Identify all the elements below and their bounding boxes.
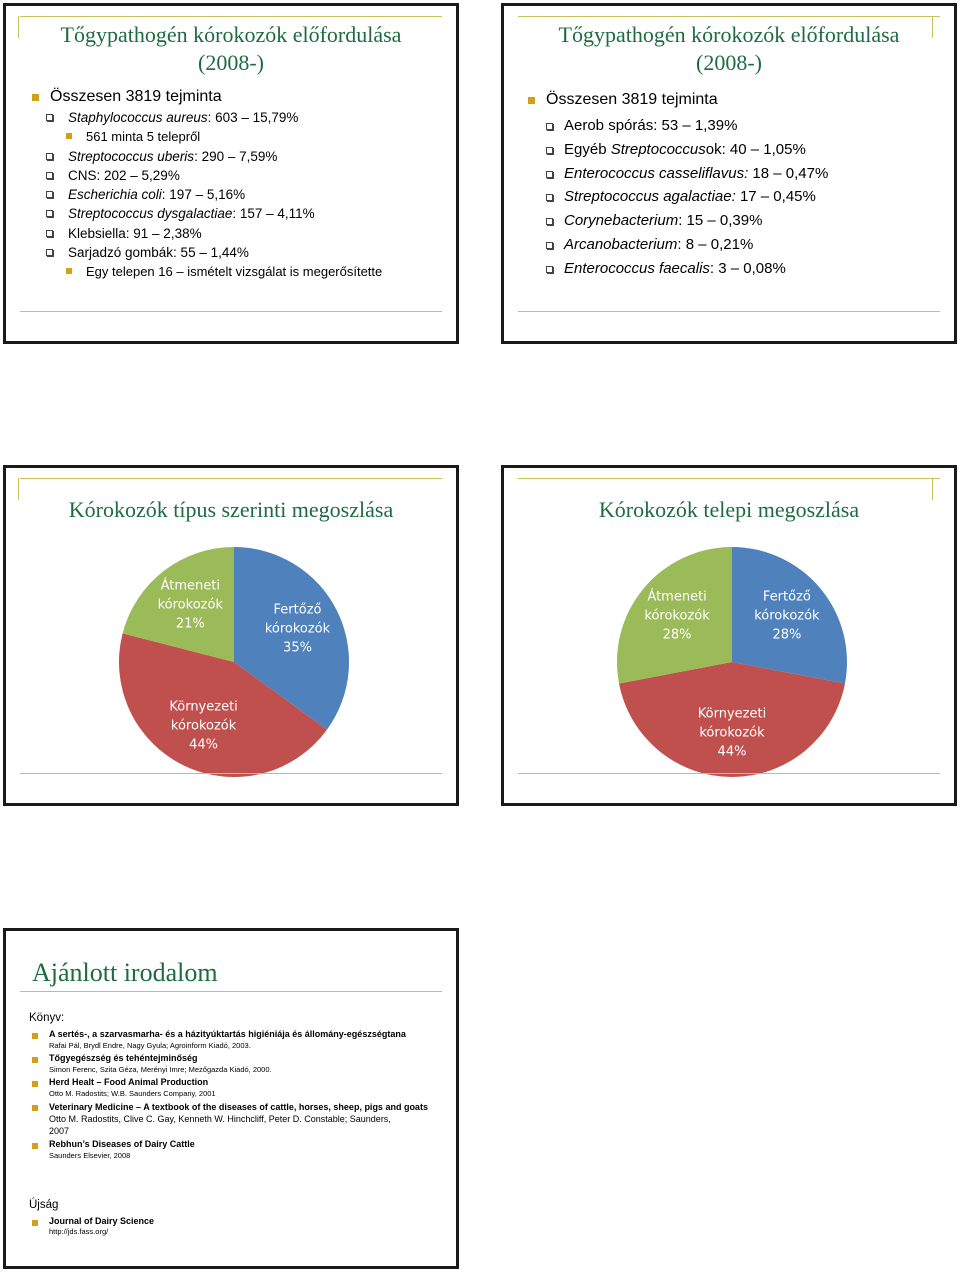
checkbox-bullet-icon	[546, 242, 553, 249]
title-line-2: (2008-)	[198, 50, 264, 75]
item-value: : 8 – 0,21%	[677, 235, 754, 253]
list-item	[46, 262, 382, 281]
list-item	[46, 185, 382, 204]
pie-slice-label: Környezeti kórokozók 44%	[169, 699, 238, 753]
list-item	[546, 257, 828, 281]
slide-title	[6, 21, 456, 77]
journal-heading: Újság	[29, 1199, 59, 1211]
list-item	[46, 224, 382, 243]
checkbox-bullet-icon	[46, 249, 53, 256]
item-text: Egyéb	[564, 140, 611, 158]
list-item	[32, 87, 222, 107]
list-item	[546, 185, 828, 209]
list-item	[46, 166, 382, 185]
item-name: Streptococcus uberis	[68, 148, 195, 164]
item-value: Klebsiella: 91 – 2,38%	[68, 225, 202, 241]
decor-line	[20, 991, 442, 992]
book-authors: Saunders Elsevier, 2008	[49, 1151, 131, 1160]
book-item	[32, 1139, 442, 1161]
pie-slice-label: Átmeneti kórokozók 28%	[644, 589, 710, 643]
item-value: Sarjadzó gombák: 55 – 1,44%	[68, 245, 249, 261]
pie-slice-label: Fertőző kórokozók 28%	[754, 589, 820, 643]
checkbox-bullet-icon	[46, 114, 53, 121]
item-name: Staphylococcus aureus	[68, 110, 208, 125]
item-value: Egy telepen 16 – ismételt vizsgálat is megerősítette	[86, 264, 383, 280]
square-bullet-icon	[528, 97, 535, 104]
checkbox-bullet-icon	[46, 153, 53, 160]
list-item	[528, 90, 718, 110]
title-line-1: Tőgypathogén kórokozók előfordulása	[60, 22, 402, 47]
item-value: ok: 40 – 1,05%	[705, 140, 806, 158]
list-item	[46, 243, 382, 262]
square-bullet-icon	[32, 1220, 38, 1226]
item-value: : 290 – 7,59%	[194, 148, 278, 164]
slide-1	[3, 3, 459, 344]
journal-title: Journal of Dairy Science	[49, 1216, 155, 1226]
book-item	[32, 1077, 442, 1099]
item-value: : 15 – 0,39%	[678, 212, 763, 230]
checkbox-bullet-icon	[46, 210, 53, 217]
book-title: A sertés-, a szarvasmarha- és a házityúktartás higiéniája és állomány-egészségtana	[49, 1029, 406, 1039]
item-value: : 3 – 0,08%	[709, 259, 786, 277]
item-value: CNS: 202 – 5,29%	[68, 167, 180, 183]
pie-slice-label: Fertőző kórokozók 35%	[264, 602, 331, 656]
decor-line	[518, 16, 940, 17]
item-value: : 197 – 5,16%	[161, 187, 246, 203]
list-item	[46, 127, 382, 146]
item-value: : 603 – 15,79%	[207, 110, 299, 125]
list-item	[546, 162, 828, 186]
checkbox-bullet-icon	[546, 171, 553, 178]
decor-line	[518, 773, 940, 774]
decor-line	[20, 16, 442, 17]
square-bullet-icon	[32, 1057, 38, 1063]
list-item	[546, 209, 828, 233]
item-name: Enterococcus casseliflavus:	[564, 164, 749, 182]
pie-chart-type	[6, 468, 456, 803]
list-item	[46, 147, 382, 166]
item-text: Aerob spórás: 53 – 1,39%	[564, 117, 738, 134]
decor-line	[20, 311, 442, 312]
book-title: Herd Healt – Food Animal Production	[49, 1077, 209, 1087]
square-bullet-icon	[32, 1033, 38, 1039]
journal-item	[32, 1216, 154, 1237]
pie-slice-label: Átmeneti kórokozók 21%	[157, 578, 223, 632]
square-bullet-icon	[66, 133, 72, 139]
stats-list	[528, 90, 718, 110]
square-bullet-icon	[32, 1105, 38, 1111]
book-title: Tőgyegészség és tehéntejminőség	[49, 1053, 198, 1063]
square-bullet-icon	[32, 1143, 38, 1149]
book-item	[32, 1053, 442, 1075]
decor-line	[518, 311, 940, 312]
slide-3	[3, 465, 459, 806]
item-value: 17 – 0,45%	[735, 188, 816, 206]
list-item	[46, 108, 382, 127]
book-item	[32, 1029, 442, 1051]
slide-5	[3, 928, 459, 1269]
slide-2	[501, 3, 957, 344]
item-value: : 157 – 4,11%	[232, 206, 315, 222]
item-name: Streptococcus dysgalactiae	[68, 206, 233, 222]
slide-title: Kórokozók telepi megoszlása	[598, 497, 860, 522]
checkbox-bullet-icon	[46, 230, 53, 237]
list-item	[546, 138, 828, 162]
item-name: Streptococcus agalactiae:	[564, 188, 736, 206]
checkbox-bullet-icon	[546, 147, 553, 154]
checkbox-bullet-icon	[546, 123, 553, 130]
book-title: Veterinary Medicine – A textbook of the diseases of cattle, horses, sheep, pigs and goats	[49, 1102, 428, 1112]
book-authors: Otto M. Radostits, Clive C. Gay, Kenneth W. Hinchcliff, Peter D. Constable; Saunders, 2007	[49, 1114, 391, 1136]
list-item	[546, 233, 828, 257]
checkbox-bullet-icon	[546, 266, 553, 273]
checkbox-bullet-icon	[546, 194, 553, 201]
book-authors: Otto M. Radostits; W.B. Saunders Company, 2001	[49, 1089, 216, 1098]
title-line-1: Tőgypathogén kórokozók előfordulása	[558, 22, 900, 47]
slide-title	[504, 21, 954, 77]
square-bullet-icon	[66, 268, 72, 274]
main-item-text: Összesen 3819 tejminta	[546, 91, 718, 108]
book-title: Rebhun’s Diseases of Dairy Cattle	[49, 1139, 195, 1149]
item-value: 561 minta 5 telepről	[86, 129, 201, 145]
item-name: Arcanobacterium	[564, 235, 678, 253]
decor-line	[20, 773, 442, 774]
slide-title: Kórokozók típus szerinti megoszlása	[68, 497, 394, 522]
book-authors: Simon Ferenc, Szita Géza, Merényi Imre; Mezőgazda Kiadó, 2000.	[49, 1065, 272, 1074]
stats-sublist	[546, 114, 828, 281]
checkbox-bullet-icon	[46, 172, 53, 179]
checkbox-bullet-icon	[546, 218, 553, 225]
list-item	[46, 204, 382, 223]
journal-list	[32, 1216, 154, 1237]
item-name: Streptococcus	[610, 140, 706, 158]
list-item	[546, 114, 828, 138]
book-list	[32, 1029, 442, 1161]
book-heading: Könyv:	[29, 1012, 65, 1024]
checkbox-bullet-icon	[46, 191, 53, 198]
book-authors: Rafai Pál, Brydl Endre, Nagy Gyula; Agroinform Kiadó, 2003.	[49, 1041, 251, 1050]
stats-sublist	[46, 108, 382, 282]
item-value: 18 – 0,47%	[748, 164, 829, 182]
slide-title: Ajánlott irodalom	[32, 958, 218, 987]
square-bullet-icon	[32, 94, 39, 101]
pie-chart-farm	[504, 468, 954, 803]
square-bullet-icon	[32, 1081, 38, 1087]
pie-slice-label: Környezeti kórokozók 44%	[697, 706, 767, 760]
journal-url[interactable]: http://jds.fass.org/	[49, 1227, 109, 1236]
stats-list	[32, 87, 222, 107]
title-line-2: (2008-)	[696, 50, 762, 75]
slide-4	[501, 465, 957, 806]
item-name: Enterococcus faecalis	[564, 259, 710, 277]
item-name: Corynebacterium	[564, 212, 679, 230]
book-item	[32, 1101, 429, 1137]
item-name: Escherichia coli	[68, 187, 162, 203]
main-item-text: Összesen 3819 tejminta	[50, 88, 222, 105]
